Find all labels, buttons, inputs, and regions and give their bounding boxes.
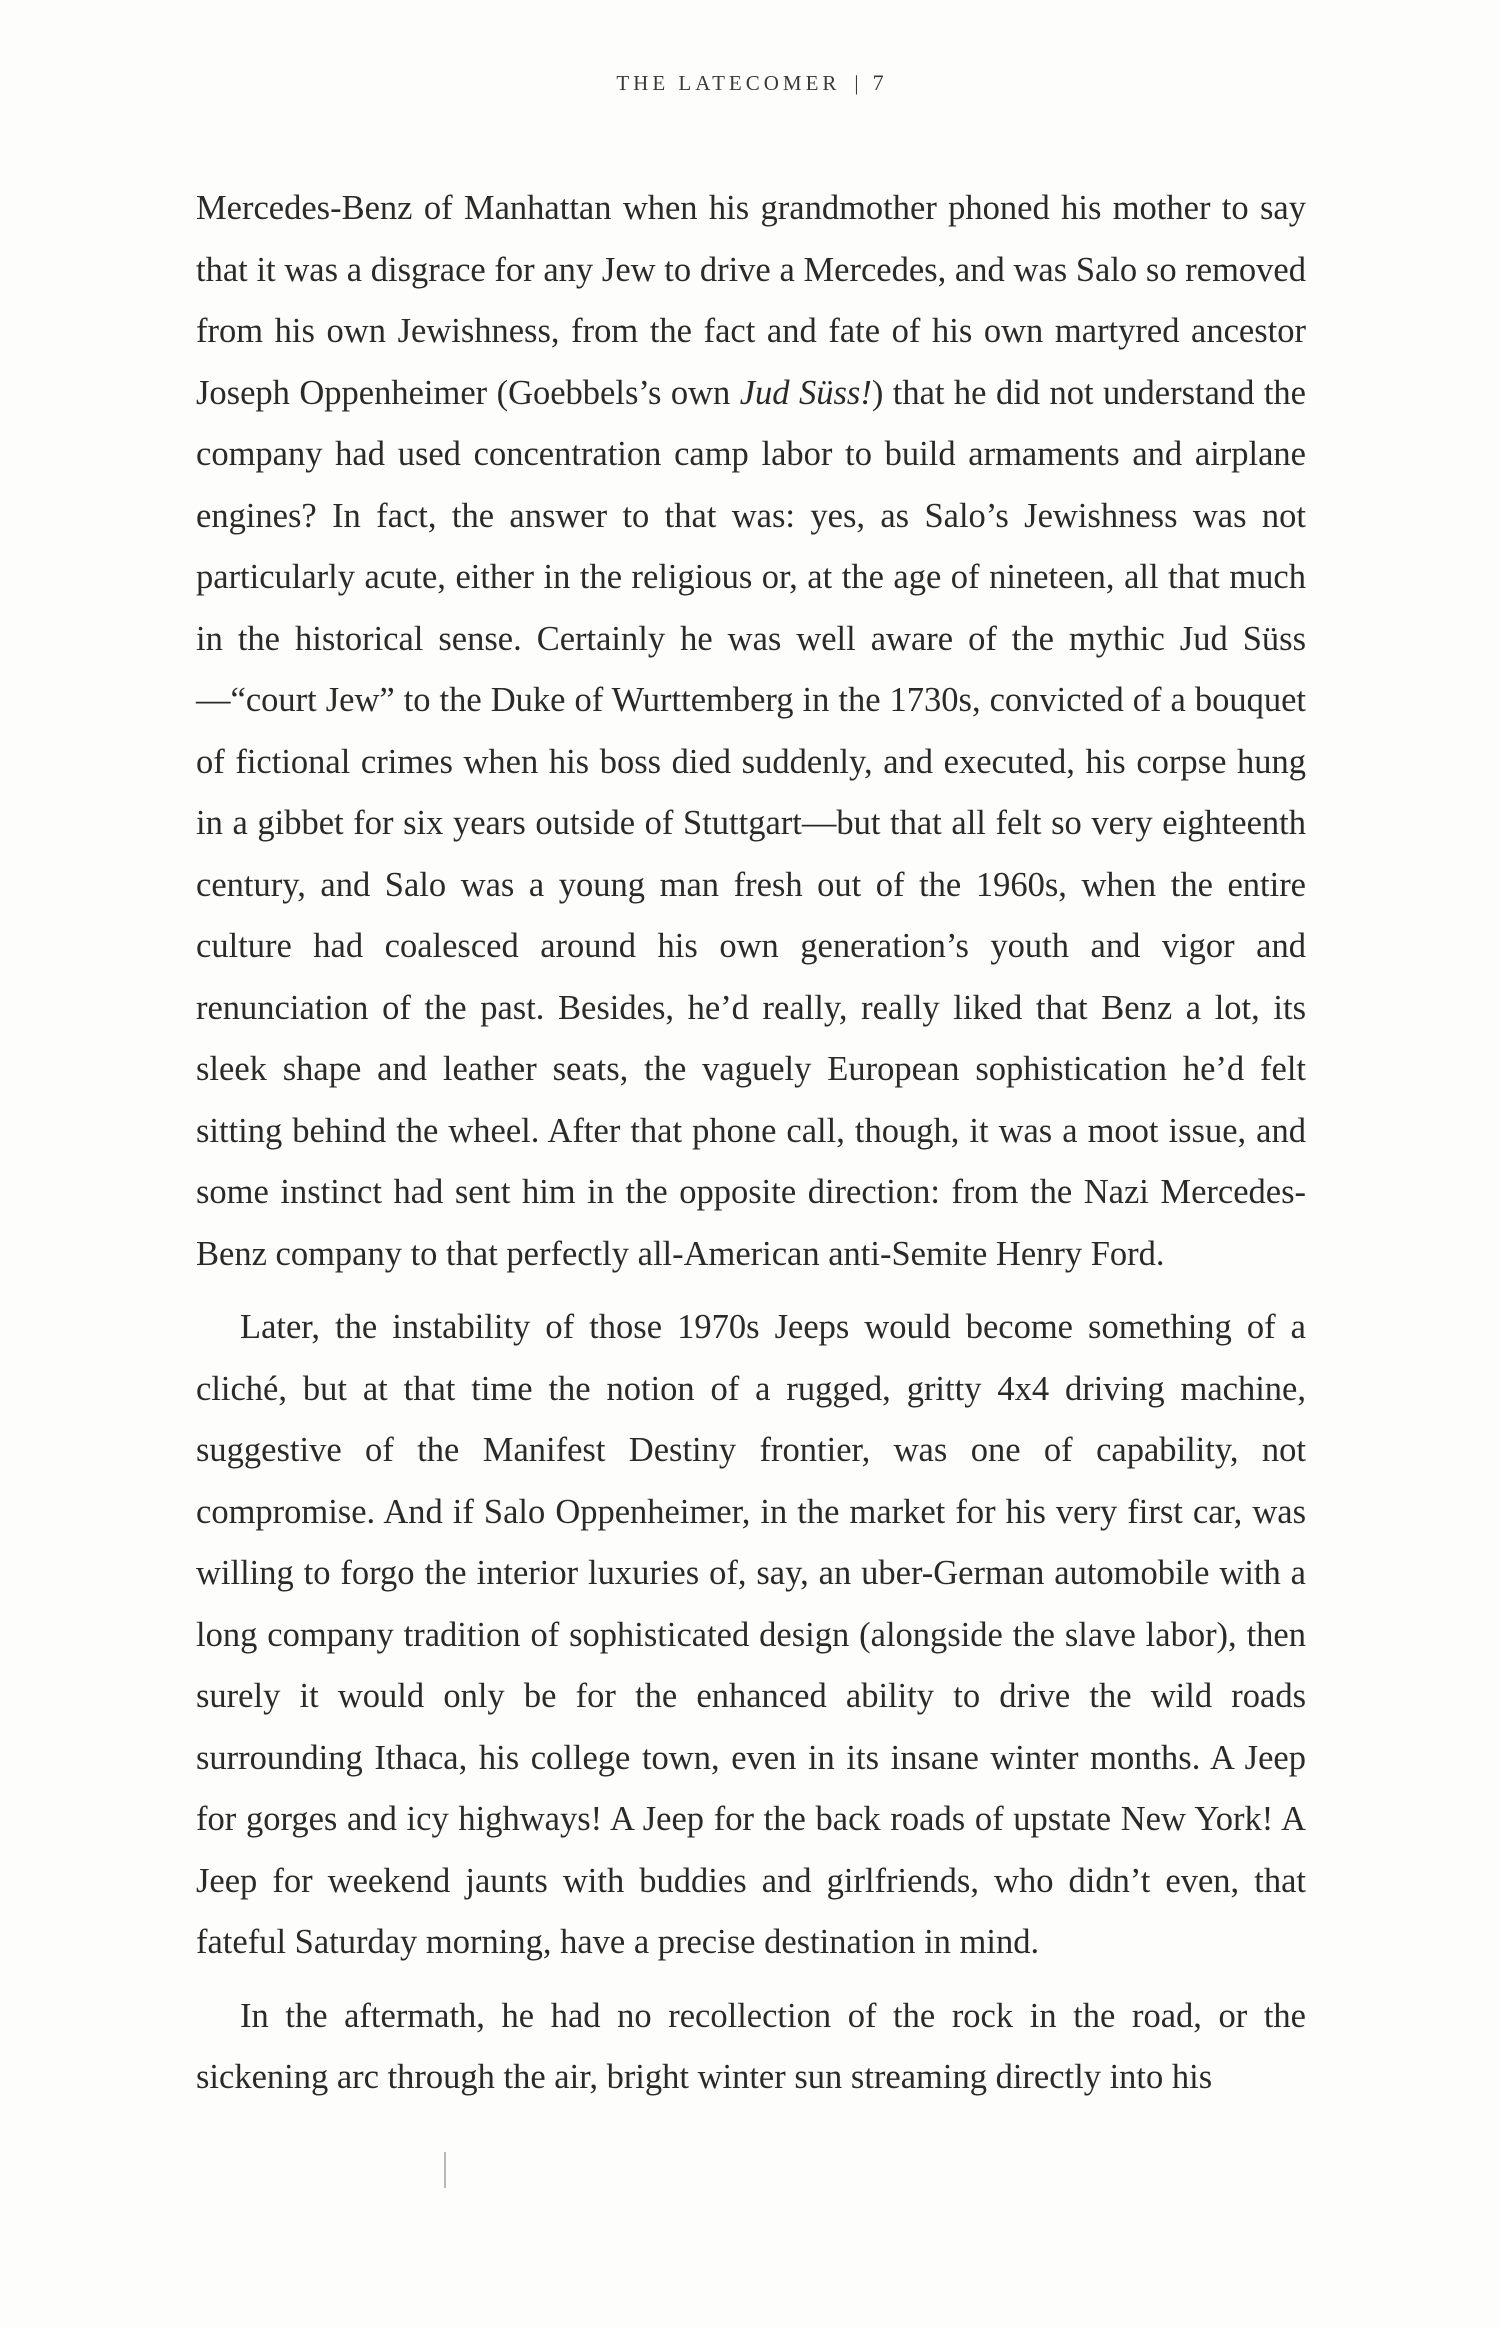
paragraph-1 xyxy=(196,178,1306,1285)
body-text xyxy=(196,178,1306,2109)
header-separator: | xyxy=(854,71,859,95)
paragraph-1-text-a: Mercedes-Benz of Manhattan when his grandmother phoned his mother to say that it was a disgrace for any Jew to drive a Mercedes, and was Salo so removed from his own Jewishness, from the fact and fate of his own martyred ancestor Joseph Oppenheimer (Goebbels’s own xyxy=(196,189,1306,412)
page-number: 7 xyxy=(872,70,884,95)
running-head xyxy=(0,70,1500,96)
paragraph-1-text-b: ) that he did not understand the company had used concentration camp labor to build armaments and airplane engines? In fact, the answer to that was: yes, as Salo’s Jewishness was not particularly acute, either in the religious or, at the age of nineteen, all that much in the historical sense. Certainly he was well aware of the mythic Jud Süss—“court Jew” to the Duke of Wurttemberg in the 1730s, convicted of a bouquet of fictional crimes when his boss died suddenly, and executed, his corpse hung in a gibbet for six years outside of Stuttgart—but that all felt so very eighteenth century, and Salo was a young man fresh out of the 1960s, when the entire culture had coalesced around his own generation’s youth and vigor and renunciation of the past. Besides, he’d really, really liked that Benz a lot, its sleek shape and leather seats, the vaguely European sophistication he’d felt sitting behind the wheel. After that phone call, though, it was a moot issue, and some instinct had sent him in the opposite direction: from the Nazi Mercedes-Benz company to that perfectly all-American anti-Semite Henry Ford. xyxy=(196,373,1306,1273)
paragraph-3: In the aftermath, he had no recollection of the rock in the road, or the sickening arc through the air, bright winter sun streaming directly into his xyxy=(196,1996,1306,2096)
running-title: THE LATECOMER xyxy=(616,71,841,95)
scan-mark xyxy=(444,2152,446,2188)
paragraph-1-italic-title: Jud Süss! xyxy=(739,373,872,412)
paragraph-2: Later, the instability of those 1970s Jeeps would become something of a cliché, but at that time the notion of a rugged, gritty 4x4 driving machine, suggestive of the Manifest Destiny frontier, was one of capability, not compromise. And if Salo Oppenheimer, in the market for his very first car, was willing to forgo the interior luxuries of, say, an uber-German automobile with a long company tradition of sophisticated design (alongside the slave labor), then surely it would only be for the enhanced ability to drive the wild roads surrounding Ithaca, his college town, even in its insane winter months. A Jeep for gorges and icy highways! A Jeep for the back roads of upstate New York! A Jeep for weekend jaunts with buddies and girlfriends, who didn’t even, that fateful Saturday morning, have a precise destination in mind. xyxy=(196,1308,1306,1961)
